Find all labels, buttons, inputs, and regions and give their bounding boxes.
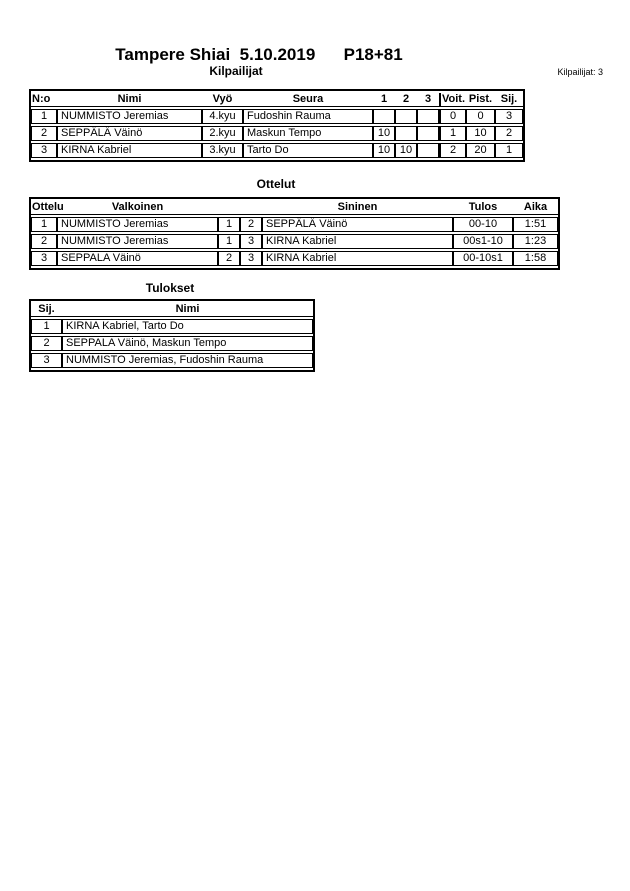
match-no: 1 xyxy=(31,217,57,232)
match-result: 00s1-10 xyxy=(453,234,513,249)
section-title-competitors: Kilpailijat xyxy=(209,64,263,78)
competitor-rank: 3 xyxy=(495,109,523,124)
match-row xyxy=(31,234,558,249)
match-blue-name: SEPPÄLÄ Väinö xyxy=(262,217,453,232)
page-title: Tampere Shiai 5.10.2019 P18+81 xyxy=(115,45,403,64)
results-header-row xyxy=(31,303,313,317)
col-header-round3: 3 xyxy=(417,93,439,107)
match-result: 00-10s1 xyxy=(453,251,513,266)
competitor-row xyxy=(31,109,523,124)
result-row xyxy=(31,336,313,351)
competitor-rank: 2 xyxy=(495,126,523,141)
competitor-round1: 10 xyxy=(373,126,395,141)
col-header-spacer xyxy=(240,201,262,215)
competitor-belt: 2.kyu xyxy=(202,126,243,141)
matches-table xyxy=(29,197,560,270)
col-header-rank: Sij. xyxy=(31,303,62,317)
match-blue-no: 3 xyxy=(240,234,262,249)
competitor-belt: 4.kyu xyxy=(202,109,243,124)
result-row xyxy=(31,319,313,334)
match-no: 3 xyxy=(31,251,57,266)
competitor-club: Maskun Tempo xyxy=(243,126,373,141)
col-header-round1: 1 xyxy=(373,93,395,107)
competitor-wins: 1 xyxy=(439,126,466,141)
match-white-no: 1 xyxy=(218,217,240,232)
competitor-club: Fudoshin Rauma xyxy=(243,109,373,124)
col-header-rank: Sij. xyxy=(495,93,523,107)
result-rank: 3 xyxy=(31,353,62,368)
results-table xyxy=(29,299,315,372)
competitor-round3 xyxy=(417,126,439,141)
competitor-belt: 3.kyu xyxy=(202,143,243,158)
competitor-points: 0 xyxy=(466,109,495,124)
col-header-no: N:o xyxy=(31,93,57,107)
competitor-round2: 10 xyxy=(395,143,417,158)
competitor-rank: 1 xyxy=(495,143,523,158)
match-no: 2 xyxy=(31,234,57,249)
col-header-club: Seura xyxy=(243,93,373,107)
col-header-time: Aika xyxy=(513,201,558,215)
competitor-wins: 0 xyxy=(439,109,466,124)
matches-header-row xyxy=(31,201,558,215)
result-name: KIRNA Kabriel, Tarto Do xyxy=(62,319,313,334)
match-blue-no: 3 xyxy=(240,251,262,266)
competitor-round2 xyxy=(395,126,417,141)
match-white-name: NUMMISTO Jeremias xyxy=(57,234,218,249)
match-time: 1:51 xyxy=(513,217,558,232)
section-title-results: Tulokset xyxy=(145,281,195,295)
col-header-belt: Vyö xyxy=(202,93,243,107)
col-header-match: Ottelu xyxy=(32,201,64,213)
col-header-result: Tulos xyxy=(453,201,513,215)
match-time: 1:58 xyxy=(513,251,558,266)
match-white-name: SEPPALA Väinö xyxy=(57,251,218,266)
match-row xyxy=(31,251,558,266)
competitor-no: 3 xyxy=(31,143,57,158)
competitor-points: 20 xyxy=(466,143,495,158)
section-title-matches: Ottelut xyxy=(256,177,296,191)
match-blue-no: 2 xyxy=(240,217,262,232)
col-header-name: Nimi xyxy=(57,93,202,107)
competitors-table xyxy=(29,89,525,162)
competitor-points: 10 xyxy=(466,126,495,141)
competitor-round1: 10 xyxy=(373,143,395,158)
result-rank: 1 xyxy=(31,319,62,334)
competitor-round2 xyxy=(395,109,417,124)
match-time: 1:23 xyxy=(513,234,558,249)
match-blue-name: KIRNA Kabriel xyxy=(262,234,453,249)
match-blue-name: KIRNA Kabriel xyxy=(262,251,453,266)
result-row xyxy=(31,353,313,368)
competitor-row xyxy=(31,126,523,141)
result-name: NUMMISTO Jeremias, Fudoshin Rauma xyxy=(62,353,313,368)
competitor-name: NUMMISTO Jeremias xyxy=(57,109,202,124)
competitor-name: SEPPÄLÄ Väinö xyxy=(57,126,202,141)
competitor-round1 xyxy=(373,109,395,124)
col-header-white: Valkoinen xyxy=(57,201,218,215)
result-name: SEPPALA Väinö, Maskun Tempo xyxy=(62,336,313,351)
competitors-count-label: Kilpailijat: 3 xyxy=(557,67,603,77)
match-white-no: 1 xyxy=(218,234,240,249)
competitors-header-row xyxy=(31,93,523,107)
competitor-round3 xyxy=(417,109,439,124)
match-white-name: NUMMISTO Jeremias xyxy=(57,217,218,232)
competitor-no: 2 xyxy=(31,126,57,141)
col-header-name: Nimi xyxy=(62,303,313,317)
col-header-points: Pist. xyxy=(466,93,495,107)
result-rank: 2 xyxy=(31,336,62,351)
competitor-row xyxy=(31,143,523,158)
match-white-no: 2 xyxy=(218,251,240,266)
col-header-round2: 2 xyxy=(395,93,417,107)
match-row xyxy=(31,217,558,232)
competitor-club: Tarto Do xyxy=(243,143,373,158)
competitor-wins: 2 xyxy=(439,143,466,158)
col-header-wins: Voit. xyxy=(439,93,466,107)
col-header-spacer xyxy=(218,201,240,215)
competitor-no: 1 xyxy=(31,109,57,124)
competitor-round3 xyxy=(417,143,439,158)
col-header-blue: Sininen xyxy=(262,201,453,215)
match-result: 00-10 xyxy=(453,217,513,232)
competitor-name: KIRNA Kabriel xyxy=(57,143,202,158)
